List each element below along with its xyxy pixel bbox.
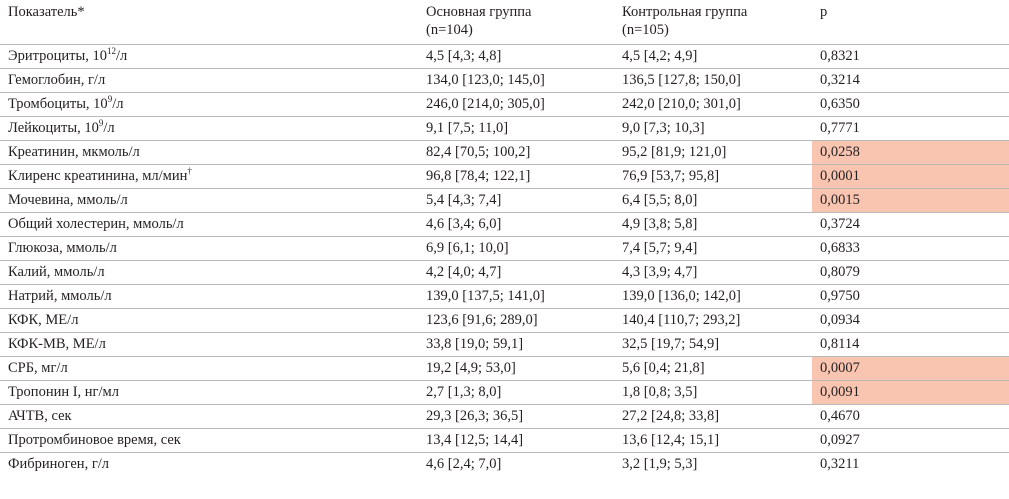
- control-group-cell: 242,0 [210,0; 301,0]: [614, 93, 812, 117]
- param-name: АЧТВ, сек: [8, 408, 72, 424]
- main-group-cell: 2,7 [1,3; 8,0]: [418, 381, 614, 405]
- main-group-cell: 82,4 [70,5; 100,2]: [418, 141, 614, 165]
- main-group-cell: 33,8 [19,0; 59,1]: [418, 333, 614, 357]
- header-main-group-label: Основная группа: [426, 4, 532, 20]
- table-row-17: [0, 429, 1009, 453]
- param-unit-suffix: /л: [115, 48, 128, 64]
- param-name: Гемоглобин, г/л: [8, 72, 106, 88]
- param-cell: [0, 357, 418, 381]
- param-unit-suffix: /л: [112, 96, 124, 112]
- table-row-15: [0, 381, 1009, 405]
- control-group-cell: 5,6 [0,4; 21,8]: [614, 357, 812, 381]
- param-cell: [0, 333, 418, 357]
- param-name: СРБ, мг/л: [8, 360, 68, 376]
- control-group-cell: 27,2 [24,8; 33,8]: [614, 405, 812, 429]
- param-name: Мочевина, ммоль/л: [8, 192, 128, 208]
- table-row-5: [0, 141, 1009, 165]
- main-group-cell: 19,2 [4,9; 53,0]: [418, 357, 614, 381]
- p-value-cell: 0,0258: [812, 141, 1009, 165]
- param-name: Креатинин, мкмоль/л: [8, 144, 140, 160]
- p-value-cell: 0,3211: [820, 456, 860, 472]
- p-value-cell: 0,4670: [812, 405, 1009, 429]
- control-group-cell: 4,3 [3,9; 4,7]: [614, 261, 812, 285]
- param-cell: [0, 285, 418, 309]
- param-name: Фибриноген, г/л: [8, 456, 110, 472]
- param-name: Тропонин I, нг/мл: [8, 384, 119, 400]
- table-row-6: [0, 165, 1009, 189]
- table-row-16: [0, 405, 1009, 429]
- main-group-cell: 123,6 [91,6; 289,0]: [418, 309, 614, 333]
- table-row-9: [0, 237, 1009, 261]
- param-unit-suffix: /л: [103, 120, 115, 136]
- param-cell: [0, 69, 418, 93]
- param-cell: [0, 453, 418, 477]
- param-name: Протромбиновое время, сек: [8, 432, 181, 448]
- main-group-cell: 4,5 [4,3; 4,8]: [418, 45, 614, 69]
- param-cell: [0, 213, 418, 237]
- control-group-cell: 3,2 [1,9; 5,3]: [622, 456, 698, 472]
- param-cell: [0, 45, 418, 69]
- table-row-10: [0, 261, 1009, 285]
- main-group-cell: 9,1 [7,5; 11,0]: [418, 117, 614, 141]
- control-group-cell: 6,4 [5,5; 8,0]: [614, 189, 812, 213]
- table-header: [0, 0, 1009, 45]
- table-body: [0, 45, 1009, 477]
- table-row-14: [0, 357, 1009, 381]
- control-group-cell: 13,6 [12,4; 15,1]: [614, 429, 812, 453]
- p-value-cell: 0,9750: [812, 285, 1009, 309]
- p-value-cell: 0,6833: [812, 237, 1009, 261]
- table-row-4: [0, 117, 1009, 141]
- control-group-cell: 76,9 [53,7; 95,8]: [614, 165, 812, 189]
- main-group-cell: 139,0 [137,5; 141,0]: [418, 285, 614, 309]
- table-row-3: [0, 93, 1009, 117]
- table-row-7: [0, 189, 1009, 213]
- main-group-cell: 5,4 [4,3; 7,4]: [418, 189, 614, 213]
- p-value-cell: 0,6350: [812, 93, 1009, 117]
- control-group-cell: 4,5 [4,2; 4,9]: [614, 45, 812, 69]
- param-name: Тромбоциты, 10: [8, 96, 108, 112]
- p-value-cell: 0,0007: [812, 357, 1009, 381]
- table-row-2: [0, 69, 1009, 93]
- p-value-cell: 0,8079: [812, 261, 1009, 285]
- header-param: Показатель*: [0, 0, 418, 45]
- param-cell: [0, 93, 418, 117]
- control-group-cell: 7,4 [5,7; 9,4]: [614, 237, 812, 261]
- main-group-cell: 134,0 [123,0; 145,0]: [418, 69, 614, 93]
- table-row-12: [0, 309, 1009, 333]
- main-group-cell: 13,4 [12,5; 14,4]: [418, 429, 614, 453]
- main-group-cell: 246,0 [214,0; 305,0]: [418, 93, 614, 117]
- table-row-13: [0, 333, 1009, 357]
- param-cell: [0, 189, 418, 213]
- param-name: Натрий, ммоль/л: [8, 288, 112, 304]
- param-name: Клиренс креатинина, мл/мин: [8, 168, 188, 184]
- p-value-cell: 0,8321: [812, 45, 1009, 69]
- header-row: [0, 0, 1009, 45]
- control-group-cell: 140,4 [110,7; 293,2]: [614, 309, 812, 333]
- param-name: Эритроциты, 10: [8, 48, 107, 64]
- param-name: Общий холестерин, ммоль/л: [8, 216, 184, 232]
- main-group-cell: 4,6 [2,4; 7,0]: [426, 456, 502, 472]
- param-cell: [0, 141, 418, 165]
- p-value-cell: 0,3724: [812, 213, 1009, 237]
- param-superscript: 9: [107, 94, 113, 104]
- param-cell: [0, 381, 418, 405]
- main-group-cell: 4,6 [3,4; 6,0]: [418, 213, 614, 237]
- param-superscript: †: [187, 166, 192, 176]
- control-group-cell: 139,0 [136,0; 142,0]: [614, 285, 812, 309]
- control-group-cell: 1,8 [0,8; 3,5]: [614, 381, 812, 405]
- param-cell: [0, 165, 418, 189]
- control-group-cell: 4,9 [3,8; 5,8]: [614, 213, 812, 237]
- p-value-cell: 0,0001: [812, 165, 1009, 189]
- param-cell: [0, 309, 418, 333]
- main-group-cell: 4,2 [4,0; 4,7]: [418, 261, 614, 285]
- param-cell: [0, 405, 418, 429]
- p-value-cell: 0,8114: [812, 333, 1009, 357]
- param-cell: [0, 237, 418, 261]
- header-control-group: [614, 0, 812, 45]
- p-value-cell: 0,3214: [812, 69, 1009, 93]
- table-row-8: [0, 213, 1009, 237]
- p-value-cell: 0,7771: [812, 117, 1009, 141]
- param-name: Лейкоциты, 10: [8, 120, 99, 136]
- p-value-cell: 0,0934: [812, 309, 1009, 333]
- header-control-group-count: (n=105): [622, 22, 669, 38]
- param-name: КФК, МЕ/л: [8, 312, 79, 328]
- p-value-cell: 0,0091: [812, 381, 1009, 405]
- param-cell: [0, 117, 418, 141]
- main-group-cell: 6,9 [6,1; 10,0]: [418, 237, 614, 261]
- param-cell: [0, 261, 418, 285]
- param-name: Калий, ммоль/л: [8, 264, 105, 280]
- param-name: Глюкоза, ммоль/л: [8, 240, 117, 256]
- header-main-group-count: (n=104): [426, 22, 473, 38]
- main-group-cell: 29,3 [26,3; 36,5]: [418, 405, 614, 429]
- header-control-group-label: Контрольная группа: [622, 4, 748, 20]
- param-cell: [0, 429, 418, 453]
- p-value-cell: 0,0015: [812, 189, 1009, 213]
- table-row-11: [0, 285, 1009, 309]
- table-row-1: [0, 45, 1009, 69]
- header-main-group: [418, 0, 614, 45]
- control-group-cell: 136,5 [127,8; 150,0]: [614, 69, 812, 93]
- header-p-value: p: [812, 0, 1009, 45]
- param-superscript: 12: [106, 46, 116, 56]
- param-superscript: 9: [98, 118, 104, 128]
- control-group-cell: 32,5 [19,7; 54,9]: [614, 333, 812, 357]
- main-group-cell: 96,8 [78,4; 122,1]: [418, 165, 614, 189]
- p-value-cell: 0,0927: [812, 429, 1009, 453]
- table-row-18: [0, 453, 1009, 477]
- param-name: КФК-МВ, МЕ/л: [8, 336, 106, 352]
- control-group-cell: 95,2 [81,9; 121,0]: [614, 141, 812, 165]
- control-group-cell: 9,0 [7,3; 10,3]: [614, 117, 812, 141]
